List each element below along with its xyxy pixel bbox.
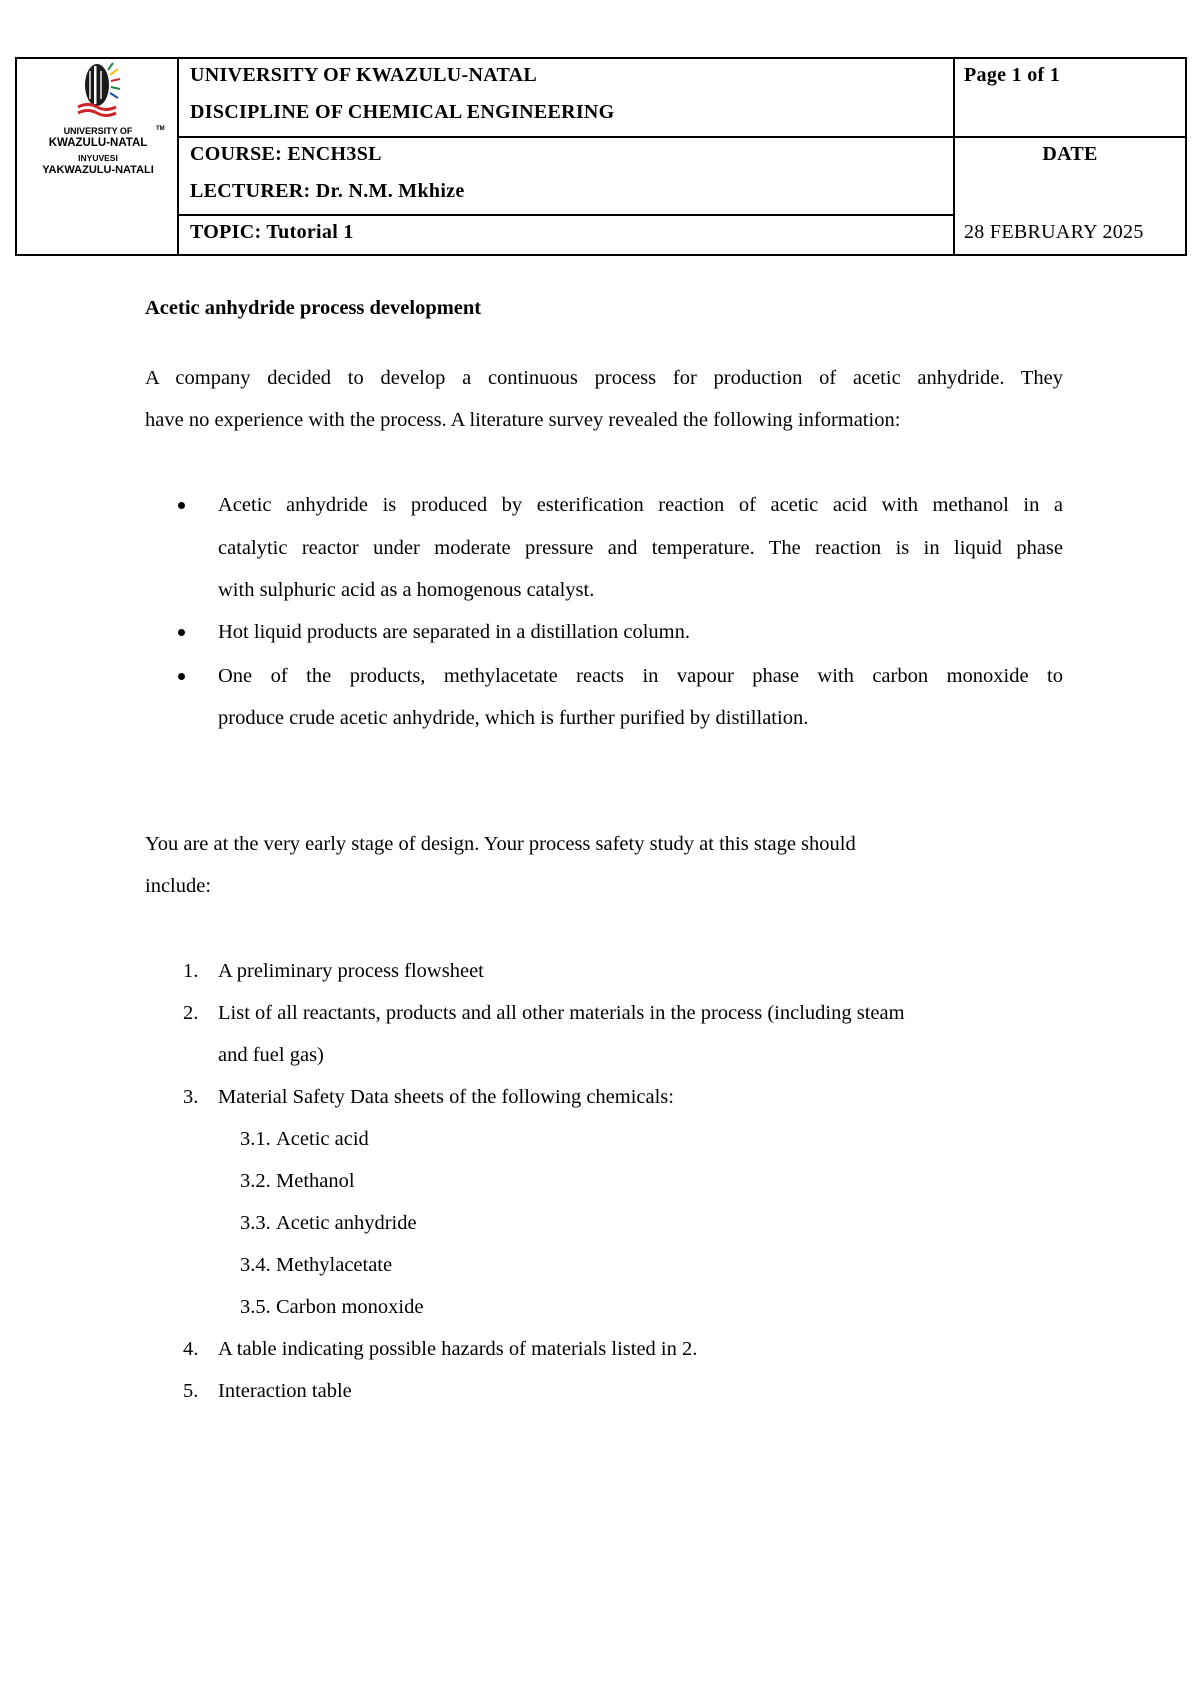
list-item: Material Safety Data sheets of the following chemicals: — [218, 1086, 674, 1108]
safety-line: include: — [145, 875, 212, 897]
course-cell — [179, 138, 955, 216]
bullet-marker — [178, 673, 185, 680]
document-title: Acetic anhydride process development — [145, 297, 482, 319]
sub-list-item: Methylacetate — [276, 1254, 393, 1276]
bullet-line: Acetic anhydride is produced by esterification reaction of acetic acid with methanol in a — [218, 494, 1063, 516]
bullet-line: with sulphuric acid as a homogenous catalyst. — [218, 579, 595, 601]
sub-list-item: Acetic acid — [276, 1128, 369, 1150]
logo-text-line1: UNIVERSITY OF — [63, 126, 133, 136]
date-label: DATE — [1042, 143, 1098, 165]
list-item: A table indicating possible hazards of materials listed in 2. — [218, 1338, 698, 1360]
sub-list-number: 3.5. — [240, 1296, 271, 1318]
logo-text-line4: YAKWAZULU-NATALI — [42, 164, 154, 176]
sub-list-number: 3.3. — [240, 1212, 271, 1234]
date-value: 28 FEBRUARY 2025 — [964, 221, 1144, 243]
shield-emblem-icon — [74, 61, 122, 119]
logo-text-line2: KWAZULU-NATAL — [48, 137, 148, 149]
course-code: COURSE: ENCH3SL — [190, 143, 382, 165]
university-logo — [37, 61, 159, 251]
sub-list-item: Methanol — [276, 1170, 355, 1192]
bullet-line: produce crude acetic anhydride, which is further purified by distillation. — [218, 707, 809, 729]
sub-list-item: Carbon monoxide — [276, 1296, 424, 1318]
intro-line: A company decided to develop a continuous process for production of acetic anhydride. They — [145, 367, 1063, 389]
sub-list-item: Acetic anhydride — [276, 1212, 417, 1234]
list-item: A preliminary process flowsheet — [218, 960, 484, 982]
bullet-line: Hot liquid products are separated in a distillation column. — [218, 621, 690, 643]
bullet-marker — [178, 502, 185, 509]
topic-cell — [179, 216, 955, 254]
logo-trademark: TM — [156, 126, 165, 132]
list-number: 5. — [183, 1380, 199, 1402]
bullet-line: One of the products, methylacetate reacts in vapour phase with carbon monoxide to — [218, 665, 1063, 687]
sub-list-number: 3.1. — [240, 1128, 271, 1150]
page-number-cell — [955, 59, 1185, 138]
list-number: 3. — [183, 1086, 199, 1108]
document-header-table — [15, 57, 1187, 256]
page-number: Page 1 of 1 — [964, 64, 1061, 86]
list-item: and fuel gas) — [218, 1044, 324, 1066]
list-item: Interaction table — [218, 1380, 352, 1402]
date-label-cell — [955, 138, 1185, 216]
bullet-line: catalytic reactor under moderate pressure and temperature. The reaction is in liquid phase — [218, 537, 1063, 559]
logo-text-line3: INYUVESI — [78, 153, 118, 163]
sub-list-number: 3.4. — [240, 1254, 271, 1276]
university-name: UNIVERSITY OF KWAZULU-NATAL — [190, 64, 538, 86]
list-number: 4. — [183, 1338, 199, 1360]
list-number: 2. — [183, 1002, 199, 1024]
date-value-cell — [955, 216, 1185, 254]
safety-line: You are at the very early stage of design. Your process safety study at this stage should — [145, 833, 856, 855]
discipline-name: DISCIPLINE OF CHEMICAL ENGINEERING — [190, 101, 615, 123]
sub-list-number: 3.2. — [240, 1170, 271, 1192]
topic-title: TOPIC: Tutorial 1 — [190, 221, 354, 243]
university-cell — [179, 59, 955, 138]
intro-line: have no experience with the process. A literature survey revealed the following information: — [145, 409, 901, 431]
list-number: 1. — [183, 960, 199, 982]
lecturer-name: LECTURER: Dr. N.M. Mkhize — [190, 180, 465, 202]
list-item: List of all reactants, products and all other materials in the process (including steam — [218, 1002, 905, 1024]
logo-cell — [17, 59, 179, 254]
bullet-marker — [178, 629, 185, 636]
